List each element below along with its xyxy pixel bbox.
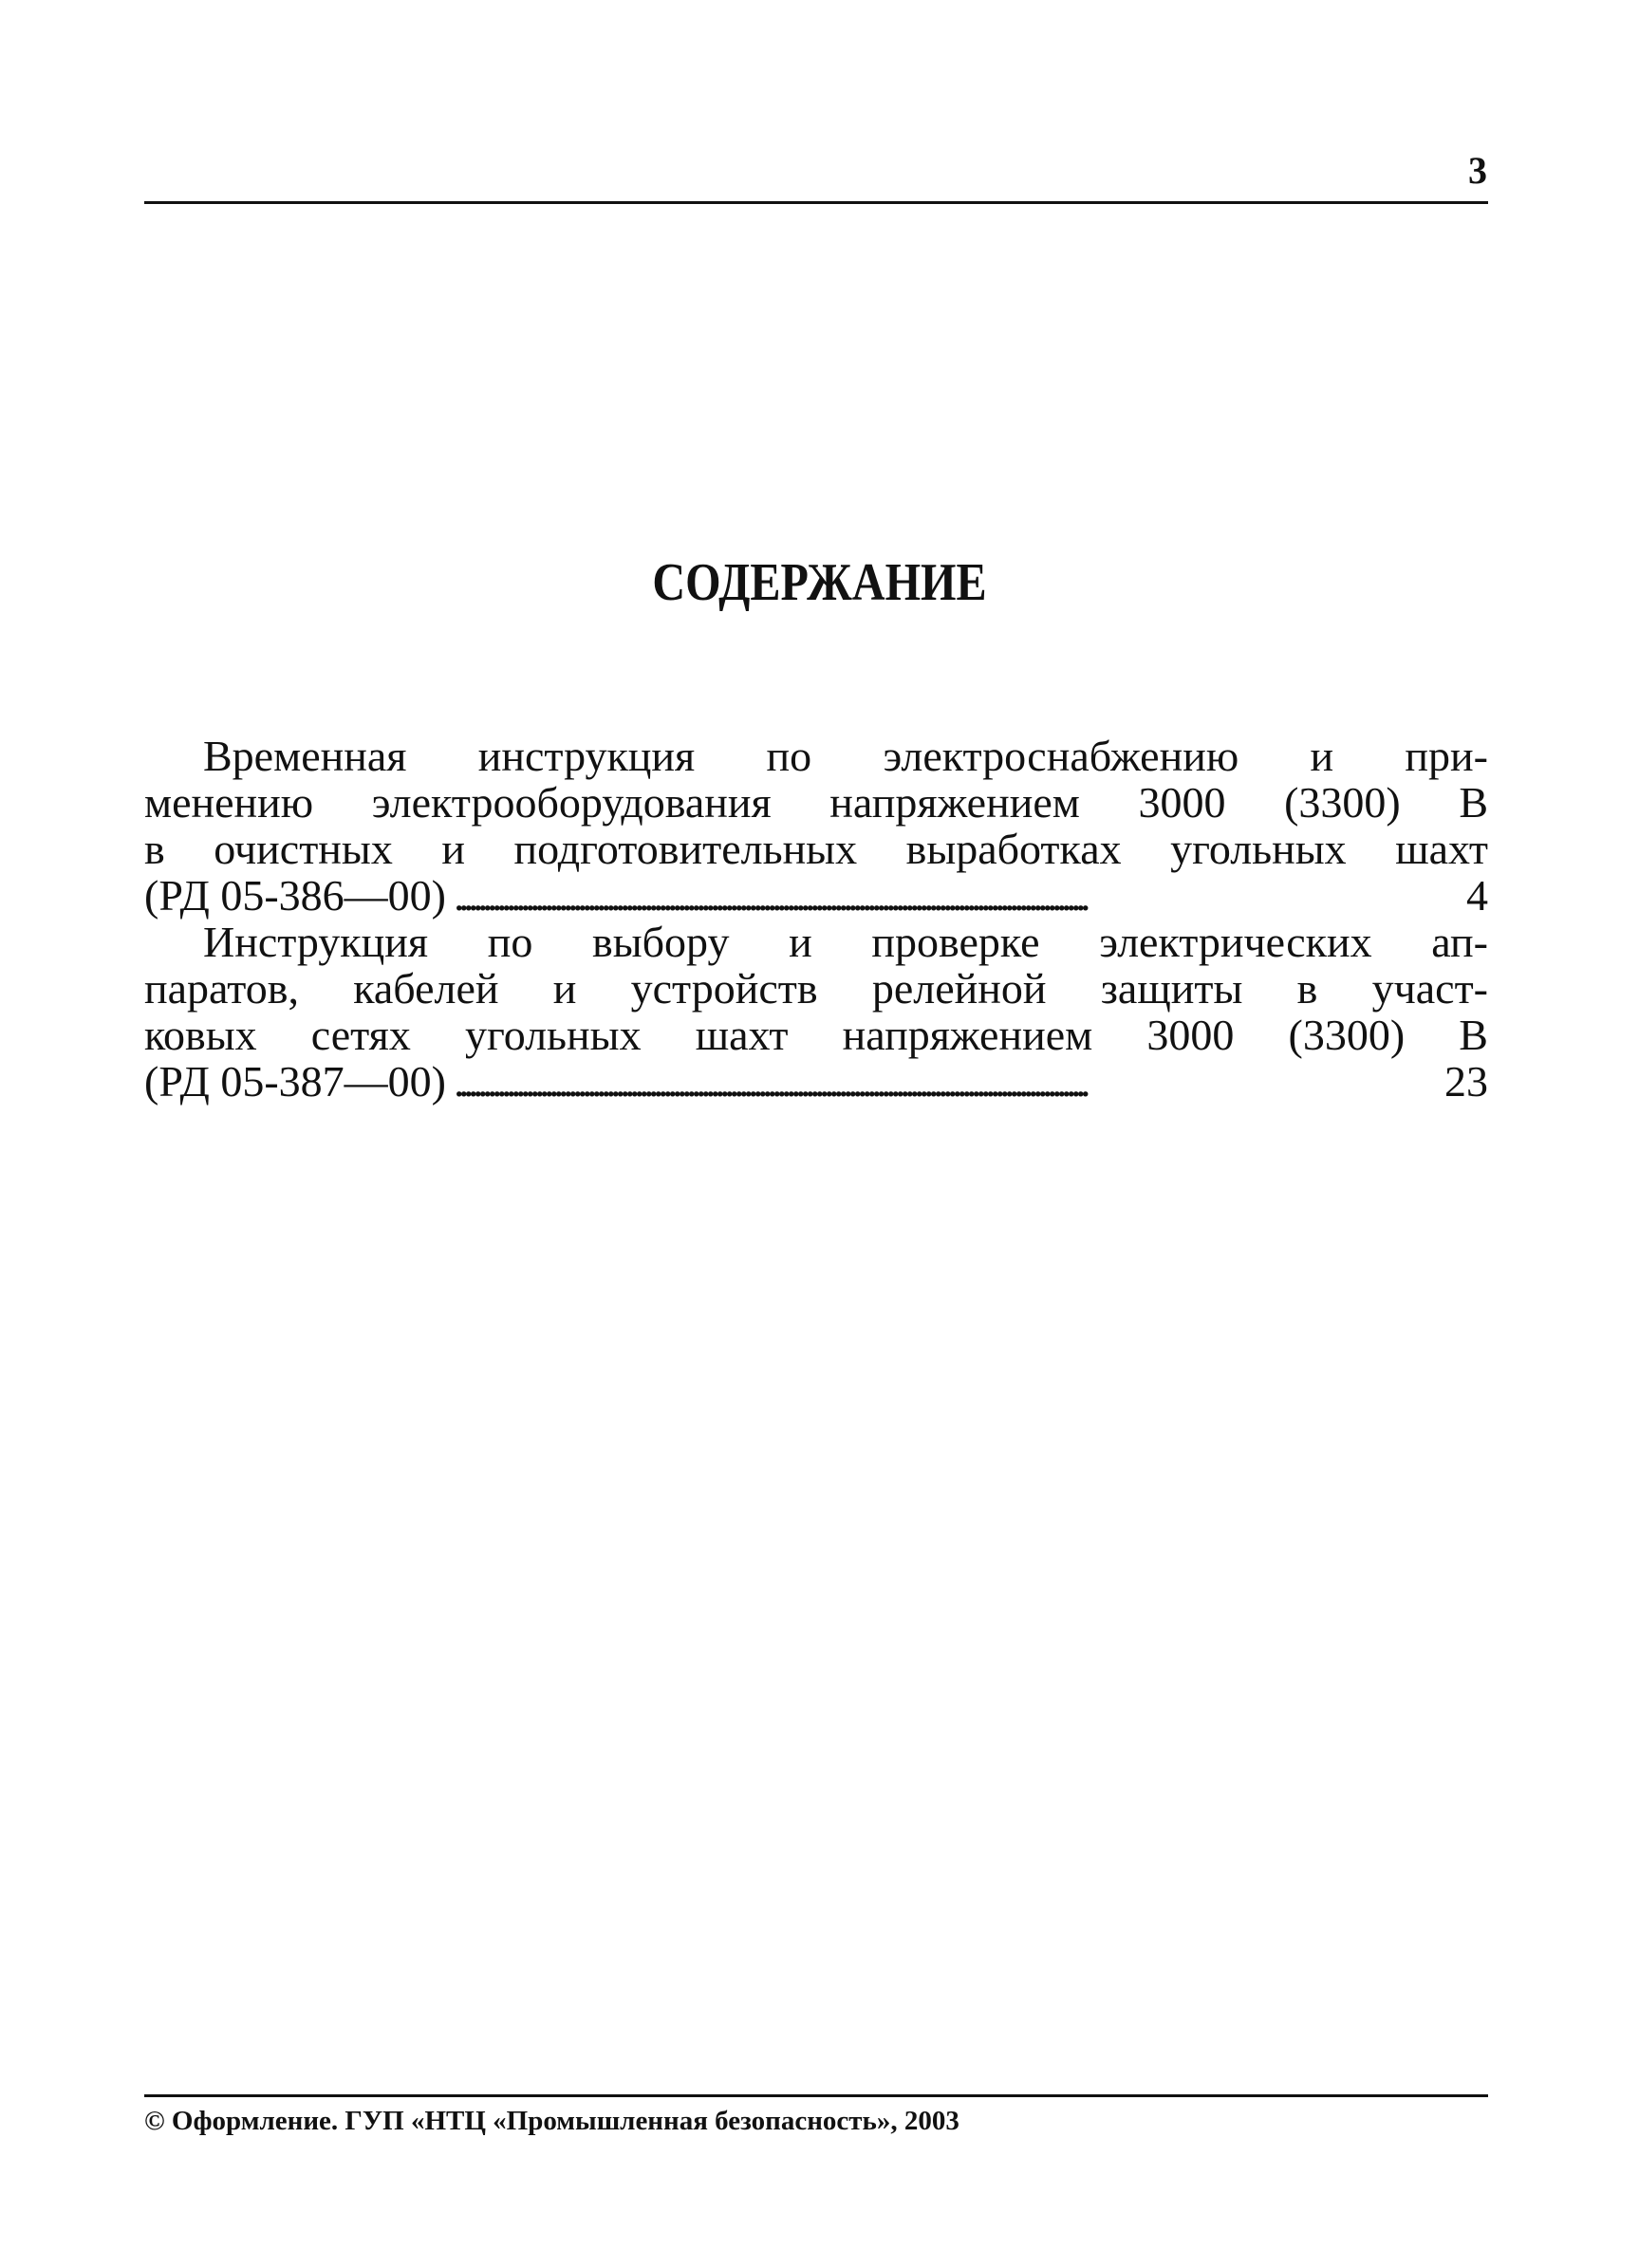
toc-entry-line: Инструкция по выбору и проверке электрических ап- bbox=[203, 918, 1488, 966]
table-of-contents bbox=[144, 733, 1488, 1105]
toc-entry-line: в очистных и подготовительных выработках угольных шахт bbox=[144, 825, 1488, 873]
toc-entry-page: 4 bbox=[1466, 871, 1488, 920]
copyright-footer: © Оформление. ГУП «НТЦ «Промышленная безопасность», 2003 bbox=[144, 2106, 959, 2136]
footer-rule bbox=[144, 2094, 1488, 2097]
toc-entry-line: менению электрооборудования напряжением 3000 (3300) В bbox=[144, 778, 1488, 827]
toc-entry-code: (РД 05-387—00) bbox=[144, 1057, 446, 1106]
header-rule bbox=[144, 201, 1488, 204]
page-number: 3 bbox=[1468, 149, 1487, 192]
toc-entry-line: паратов, кабелей и устройств релейной защиты в участ- bbox=[144, 964, 1488, 1013]
toc-entry-line: Временная инструкция по электроснабжению и при- bbox=[203, 732, 1488, 780]
toc-entry-last-line bbox=[144, 872, 1488, 919]
page-title: СОДЕРЖАНИЕ bbox=[652, 553, 987, 612]
toc-entry-code: (РД 05-386—00) bbox=[144, 871, 446, 920]
toc-entry-page: 23 bbox=[1444, 1057, 1488, 1106]
toc-dot-leader bbox=[454, 1058, 1441, 1105]
toc-dot-leader bbox=[454, 872, 1462, 919]
toc-entry[interactable] bbox=[144, 733, 1488, 919]
toc-entry-line: ковых сетях угольных шахт напряжением 3000 (3300) В bbox=[144, 1011, 1488, 1059]
toc-entry-last-line bbox=[144, 1058, 1488, 1105]
toc-entry[interactable] bbox=[144, 919, 1488, 1105]
